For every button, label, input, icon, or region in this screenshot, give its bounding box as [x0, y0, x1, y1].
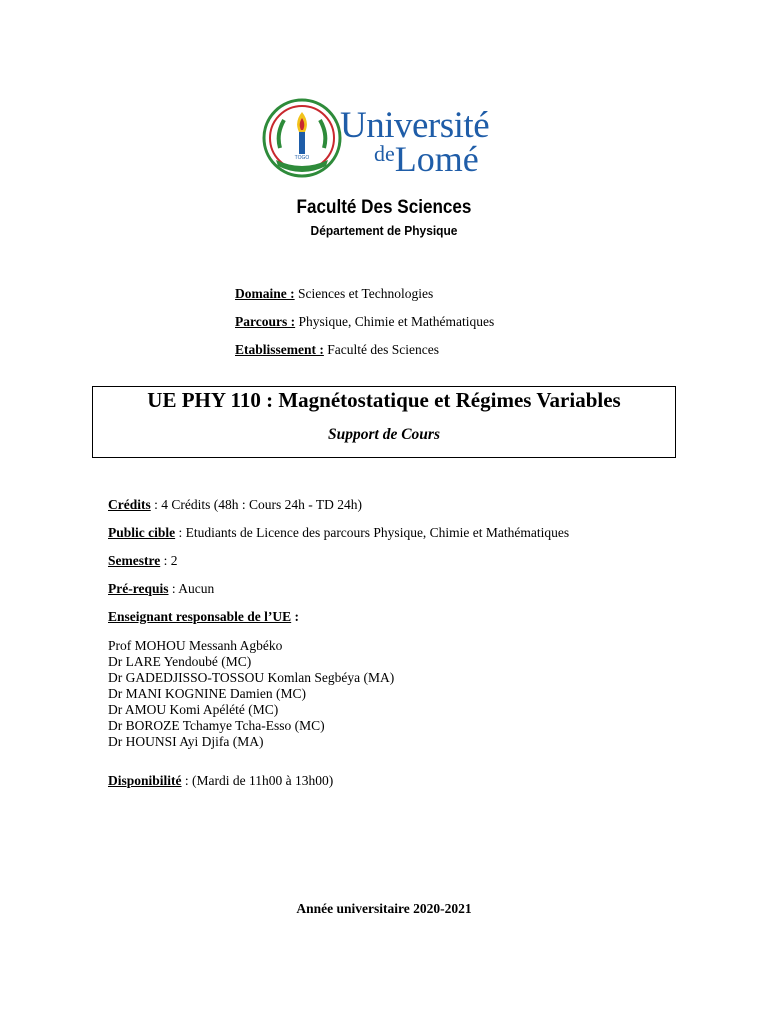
public-cible-label: Public cible: [108, 525, 176, 540]
etablissement-label: Etablissement :: [235, 342, 324, 357]
credits-line: [108, 497, 362, 513]
teacher-item: Dr HOUNSI Ayi Djifa (MA): [108, 734, 264, 749]
parcours-line: [235, 314, 494, 330]
semestre-line: [108, 553, 178, 569]
teacher-item: Prof MOHOU Messanh Agbéko: [108, 638, 283, 653]
department-title: Département de Physique: [310, 223, 458, 238]
prerequis-value: : Aucun: [168, 581, 215, 596]
logo-word-lome: Lomé: [394, 139, 479, 179]
teacher-item: Dr GADEDJISSO-TOSSOU Komlan Segbéya (MA): [108, 670, 395, 685]
enseignant-line: [108, 609, 299, 625]
enseignant-suffix: :: [291, 609, 300, 624]
public-cible-line: [108, 525, 569, 541]
academic-year: Année universitaire 2020-2021: [296, 901, 472, 916]
teacher-item: Dr LARE Yendoubé (MC): [108, 654, 252, 669]
credits-label: Crédits: [108, 497, 151, 512]
etablissement-line: [235, 342, 439, 358]
disponibilite-label: Disponibilité: [108, 773, 182, 788]
public-cible-value: : Etudiants de Licence des parcours Physique, Chimie et Mathématiques: [175, 525, 570, 540]
prerequis-line: [108, 581, 214, 597]
prerequis-label: Pré-requis: [108, 581, 169, 596]
seal-text: TOGO: [294, 155, 310, 161]
university-logo: [262, 98, 502, 184]
logo-word-de: de: [374, 141, 395, 166]
domaine-line: [235, 286, 433, 302]
disponibilite-line: [108, 773, 333, 789]
disponibilite-value: : (Mardi de 11h00 à 13h00): [181, 773, 334, 788]
teacher-item: Dr AMOU Komi Apélété (MC): [108, 702, 279, 717]
logo-word-de-lome: [374, 138, 479, 180]
domaine-label: Domaine :: [235, 286, 295, 301]
enseignant-label: Enseignant responsable de l’UE: [108, 609, 292, 624]
teacher-item: Dr MANI KOGNINE Damien (MC): [108, 686, 306, 701]
parcours-label: Parcours :: [235, 314, 296, 329]
semestre-value: : 2: [160, 553, 178, 568]
teacher-item: Dr BOROZE Tchamye Tcha-Esso (MC): [108, 718, 325, 733]
domaine-value: Sciences et Technologies: [294, 286, 434, 301]
ue-subtitle: Support de Cours: [328, 426, 440, 443]
credits-value: : 4 Crédits (48h : Cours 24h - TD 24h): [150, 497, 362, 512]
ue-title: UE PHY 110 : Magnétostatique et Régimes Variables: [147, 388, 621, 412]
faculty-title: Faculté Des Sciences: [296, 197, 472, 218]
parcours-value: Physique, Chimie et Mathématiques: [295, 314, 495, 329]
logo-word-universite: Université: [340, 105, 490, 146]
semestre-label: Semestre: [108, 553, 161, 568]
university-seal-icon: [262, 98, 342, 178]
etablissement-value: Faculté des Sciences: [323, 342, 439, 357]
